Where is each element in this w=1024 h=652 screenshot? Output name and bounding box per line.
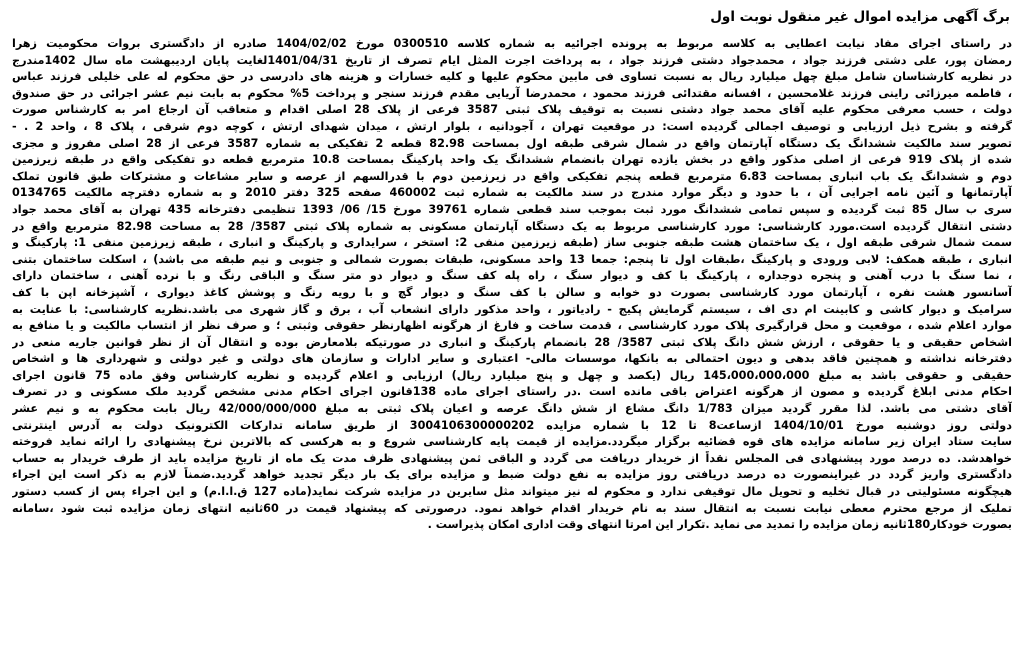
notice-body [12, 36, 1012, 534]
notice-title: برگ آگهی مزایده اموال غیر منقول نوبت اول [710, 9, 1010, 25]
notice-line: دولت ، حسب معرفی محکوم علیه آقای محمد جواد دشتی نسبت به توقیف پلاک ثبتی 3587 فرعی از پلاک 28 اصلی اقدام و متعاقب آن ارجاع امر به کارشناس صورت [12, 103, 1012, 117]
notice-line: آقای دشتی می باشد. لذا مقرر گردید میزان 1/783 دانگ مشاع از شش دانگ عرصه و اعیان پلاک ثبتی به مبلغ 42/000/000/000 ریال بابت محکوم به و نیم عشر [12, 402, 1012, 416]
notice-line: دادگستری واریز گردد در غیراینصورت ده درصد دریافتی روز مزایده به نفع دولت ضبط و مزایده برای یک بار دیگر تجدید خواهد گردید.ضمناً لازم به ذکر است این اجراء [12, 468, 1012, 482]
notice-line: دولتی روز دوشنبه مورخ 1404/10/01 ازساعت8 تا 12 با شماره مزایده 3004106300000202 از طریق سامانه تدارکات الکترونیک دولت به آدرس اینترنتی [12, 418, 1012, 432]
notice-line: رمضان پور، علی دشتی فرزند جواد ، محمدجواد دشتی فرزند جواد ، به پرداخت اجرت المثل ایام تصرف از تاریخ 1401/04/31لغایت پایان اردیبهشت ماه سال 1402مندرج [12, 53, 1012, 67]
notice-line: سایت ستاد ایران زیر سامانه مزایده های قوه قضائیه برگزار میگردد.مزایده از قیمت پایه کارشناسی شروع و به هرکسی که بالاترین نرخ پیشنهادی را ارائه نماید فروخته [12, 435, 1012, 449]
notice-line: سمت شمال شرقی طبقه اول ، یک ساختمان هشت طبقه جنوبی ساز (طبقه زیرزمین منفی 2: استخر ، سرایداری و پارکینگ و انباری ، طبقه زیرزمین منفی 1: پارکینگ و [12, 236, 1012, 250]
notice-line: حقیقی و حقوقی باشد به مبلغ 145،000،000،000 ریال (یکصد و چهل و پنج میلیارد ریال) ارزیابی و اعلام گردیده و نظریه کارشناس وفق ماده 75 قانون اجرای [12, 368, 1012, 382]
notice-line: تملیک از مرجع محترم معطی نیابت نسبت به انتقال سند به نام خریدار اقدام خواهد نمود. درصورتی که پیشنهاد قیمت در 60ثانیه انتهای زمان مزایده ثبت شود ،سامانه [12, 501, 1012, 515]
notice-line: گرفته و بشرح ذیل ارزیابی و توصیف اجمالی گردیده است: در موقعیت تهران ، آجودانیه ، بلوار ارتش ، میدان شهدای ارتش ، کوچه دوم شرقی ، پلاک 8 ، واحد 2 . - [12, 119, 1012, 133]
notice-line: ، نما سنگ با درب آهنی و پنجره دوجداره ، پارکینگ با کف و دیوار سنگ ، راه پله کف سنگ و دیوار دو متر سنگ و الباقی رنگ و با نرده آهنی ، ساختمان دارای [12, 269, 1012, 283]
notice-line: انباری ، طبقه همکف: لابی ورودی و پارکینگ ،طبقات اول تا پنجم: جمعا 13 واحد مسکونی، طبقات بصورت شمالی و جنوبی و نیم طبقه می باشد) ، اسکلت ساختمان بتنی [12, 252, 1012, 266]
notice-line: آسانسور هشت نفره ، آپارتمان مورد کارشناسی بصورت دو خوابه و سالن با کف سنگ و دیوار گچ و با رویه رنگ و پوشش کاغذ دیواری ، آشپزخانه اپن با کف [12, 285, 1012, 299]
notice-line: بصورت خودکار180ثانیه زمان مزایده را تمدید می نماید .تکرار این امرتا انتهای وقت اداری امکان پذیراست . [427, 518, 1012, 532]
notice-line: ، فاطمه میرزائی راینی فرزند غلامحسین ، افسانه مقتدائی فرزند محمود ، محمدرضا آریایی مقدم فرزند سنجر و پرداخت 5% محکوم به بابت نیم عشر اجرائی در حق صندوق [12, 86, 1012, 100]
notice-line: دفترخانه نداشته و همچنین فاقد بدهی و دیون احتمالی به بانکها، موسسات مالی- اعتباری و سایر ادارات و سازمان های دولتی و غیر دولتی و شهرداری ها و اشخاص [12, 352, 1012, 366]
notice-line: در نظریه کارشناسان شامل مبلغ چهل میلیارد ریال به نسبت تساوی فی مابین محکوم علیها و کلیه خسارات و هزینه های دادرسی در حق محکوم له علی خلیلی فرزند عباس [12, 70, 1012, 84]
notice-line: سری ب سال 85 ثبت گردیده و سپس تمامی ششدانگ مورد ثبت بموجب سند قطعی شماره 39761 مورخ 15/ 06/ 1393 تنظیمی دفترخانه 435 تهران به آقای محمد جواد [12, 202, 1012, 216]
notice-line: خواهدشد. ده درصد مورد پیشنهادی فی المجلس نقداً از خریدار دریافت می گردد و الباقی ثمن پیشنهادی ظرف مدت یک ماه از تاریخ مزایده باید از طرف خریدار به حساب [12, 451, 1012, 465]
notice-line: دشتی انتقال گردیده است.مورد کارشناسی: مورد کارشناسی مربوط به یک دستگاه آپارتمان مسکونی به شماره پلاک ثبتی 3587/ 28 به مساحت 82.98 مترمربع واقع در [12, 219, 1012, 233]
notice-line: تصویر سند مالکیت ششدانگ یک دستگاه آپارتمان واقع در شمال شرقی طبقه اول بمساحت 82.98 قطعه 2 تفکیکی به شماره 3587 فرعی از 28 اصلی مفروز و مجزی [12, 136, 1012, 150]
notice-line: اشخاص حقیقی و یا حقوقی ، ارزش شش دانگ پلاک ثبتی 3587/ 28 بانضمام پارکینگ و انباری در صورتیکه بلامعارض بوده و انتقال آن از نظر قوانین جاریه منعی در [12, 335, 1012, 349]
notice-line: هیچگونه مسئولیتی در قبال تخلیه و تحویل مال توقیفی ندارد و محکوم له نیز میتواند مثل سایرین در مزایده شرکت نماید(ماده 127 ق.ا.ا.م) و این اجراء پس از کسب دستور [12, 485, 1012, 499]
notice-line: شده از پلاک 919 فرعی از اصلی مذکور واقع در بخش یازده تهران بانضمام ششدانگ یک واحد پارکینگ بمساحت 10.8 مترمربع قطعه دو تفکیکی واقع در طبقه زیرزمین [12, 153, 1012, 167]
notice-line: آپارتمانها و آئین نامه اجرایی آن ، با حدود و دیگر موارد مندرج در سند مالکیت به شماره ثبت 460002 صفحه 325 دفتر 2010 و به شماره دفترچه مالکیت 0134765 [12, 186, 1012, 200]
notice-line: سرامیک و دیوار کاشی و کابینت ام دی اف ، سیستم گرمایش پکیج - رادیاتور ، واحد مذکور دارای انشعاب آب ، برق و گاز شهری می باشد.نظریه کارشناسی: با عنایت به [12, 302, 1012, 316]
notice-line: در راستای اجرای مفاد نیابت اعطایی به کلاسه مربوط به پرونده اجرائیه به شماره کلاسه 0300510 مورخ 1404/02/02 صادره از دادگستری بروات محکومیت زهرا [12, 37, 1012, 50]
notice-line: موارد اعلام شده ، موقعیت و محل قرارگیری پلاک مورد کارشناسی ، قدمت ساخت و فارغ از هرگونه اظهارنظر حقوقی وثبتی ؛ و صرف نظر از انتساب مالکیت و یا منافع به [12, 319, 1012, 333]
notice-line: دوم و ششدانگ یک باب انباری بمساحت 6.83 مترمربع قطعه پنجم تفکیکی واقع در زیرزمین دوم با قدرالسهم از عرصه و سایر مشاعات و مشترکات طبق قانون تملک [12, 169, 1012, 183]
notice-line: احکام مدنی ابلاغ گردیده و مصون از هرگونه اعتراض باقی مانده است .در راستای اجرای ماده 138قانون اجرای احکام مدنی مشخص گردید ملک مسکونی و در تصرف [12, 385, 1012, 399]
